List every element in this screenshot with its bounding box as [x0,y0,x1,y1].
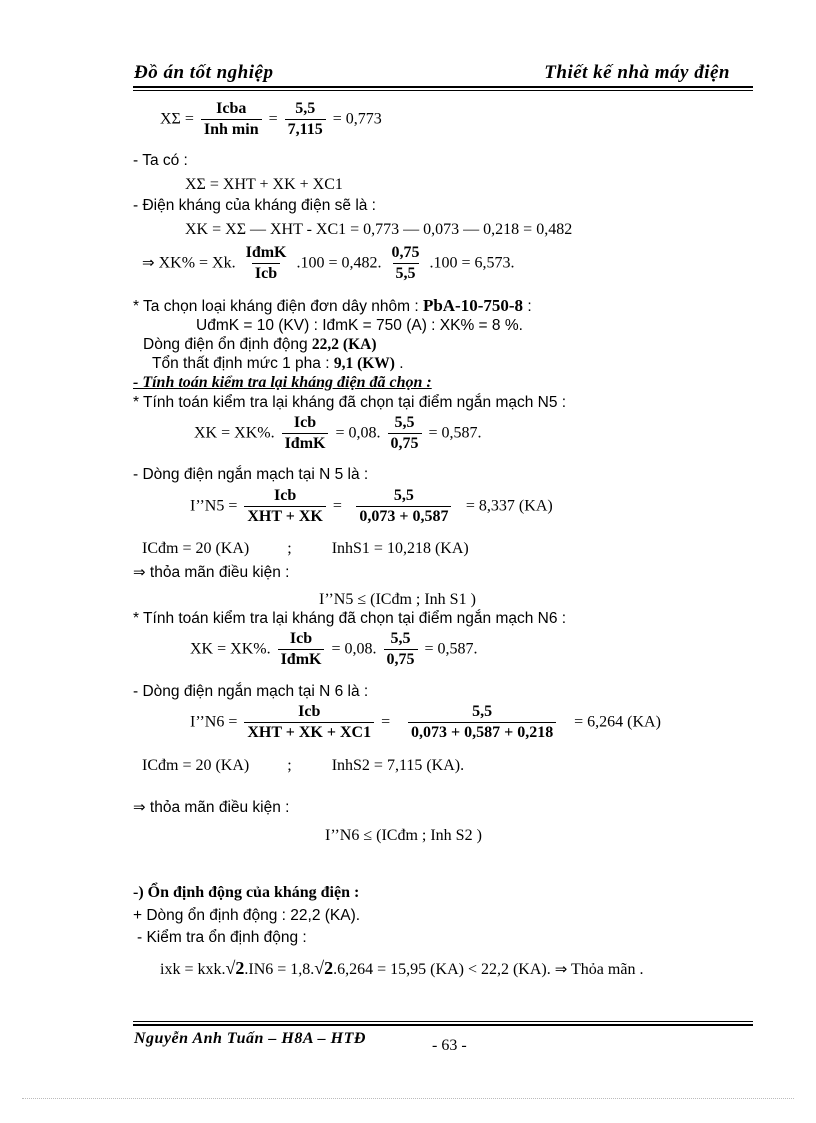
text-dong-n6: - Dòng điện ngắn mạch tại N 6 là : [133,683,369,700]
implies-arrow-icon: ⇒ [142,253,155,272]
text-dong-n5: - Dòng điện ngắn mạch tại N 5 là : [133,466,369,483]
footer-author: Nguyễn Anh Tuấn – H8A – HTĐ [134,1030,366,1047]
header-rule-thin [133,90,753,91]
eq-xsigma: XΣ = $\frac{\text{Icba}}{\text{Inh min}}$ = $\frac{5,5}{7,115}$ = 0,773 [160,100,382,139]
footer-rule-thick [133,1024,753,1026]
header-rule-thick [133,86,753,88]
text-thong-so: UđmK = 10 (KV) : IđmK = 750 (A) : XK% = 8 %. [196,317,523,334]
section-kiem-tra: - Tính toán kiểm tra lại kháng điện đã chọn : [133,374,432,391]
text-kiem-tra-n5: * Tính toán kiểm tra lại kháng đã chọn tại điểm ngắn mạch N5 : [133,394,567,411]
eq-ixk: ixk = kxk.√2.IN6 = 1,8.√2.6,264 = 15,95 (KA) < 22,2 (KA). ⇒ Thỏa mãn . [160,958,644,978]
eq-xsigma-sum: XΣ = XHT + XK + XC1 [185,176,343,193]
eq-cond-n6: I’’N6 ≤ (ICđm ; Inh S2 ) [325,827,482,844]
implies-arrow-icon: ⇒ [554,960,568,978]
header-left: Đồ án tốt nghiệp [134,62,274,83]
eq-icdm-n5: ICđm = 20 (KA) ; InhS1 = 10,218 (KA) [142,540,469,557]
implies-arrow-icon: ⇒ [133,798,146,816]
eq-cond-n5: I’’N5 ≤ (ICđm ; Inh S1 ) [319,591,476,608]
text-kiem-tra-on-dinh: - Kiểm tra ổn định động : [137,929,307,946]
eq-xk-percent: ⇒ XK% = Xk. $\frac{\text{IđmK}}{\text{Icb}}$ .100 = 0,482. $\frac{0,75}{5,5}$ .100 = 6,573. [142,244,515,283]
text-ton-that: Tổn thất định mức 1 pha : 9,1 (KW) . [152,355,404,372]
text-ta-co: - Ta có : [133,152,188,169]
text-dong-on-dinh-dong: + Dòng ổn định động : 22,2 (KA). [133,907,361,924]
footer-rule-thin [133,1021,753,1022]
text-thoa-man-2: ⇒ thỏa mãn điều kiện : [133,798,290,816]
page-number: - 63 - [432,1037,467,1054]
eq-xk: XK = XΣ — XHT - XC1 = 0,773 — 0,073 — 0,218 = 0,482 [185,221,573,238]
text-kiem-tra-n6: * Tính toán kiểm tra lại kháng đã chọn tại điểm ngắn mạch N6 : [133,610,567,627]
text-dong-on-dinh: Dòng điện ổn định động 22,2 (KA) [143,336,377,353]
implies-arrow-icon: ⇒ [133,563,146,581]
section-on-dinh-dong: -) Ổn định động của kháng điện : [133,884,360,901]
text-thoa-man-1: ⇒ thỏa mãn điều kiện : [133,563,290,581]
eq-xk-n5: XK = XK%. $\frac{\text{Icb}}{\text{IđmK}}$ = 0,08. $\frac{5,5}{0,75}$ = 0,587. [194,414,482,453]
text-chon-khang: * Ta chọn loại kháng điện đơn dây nhôm : PbA-10-750-8 : [133,296,532,315]
eq-in5: I’’N5 = $\frac{\text{Icb}}{\text{XHT + XK}}$ = $\frac{5,5}{0,073 + 0,587}$ = 8,337 (KA) [190,487,553,526]
eq-xk-n6: XK = XK%. $\frac{\text{Icb}}{\text{IđmK}}$ = 0,08. $\frac{5,5}{0,75}$ = 0,587. [190,630,478,669]
eq-in6: I’’N6 = $\frac{\text{Icb}}{\text{XHT + XK + XC1}}$ = $\frac{5,5}{0,073 + 0,587 + 0,218}$ = 6,264 (KA) [190,703,661,742]
header-right: Thiết kế nhà máy điện [544,62,730,83]
page-edge-divider [22,1098,794,1099]
text-dien-khang: - Điện kháng của kháng điện sẽ là : [133,197,376,214]
eq-icdm-n6: ICđm = 20 (KA) ; InhS2 = 7,115 (KA). [142,757,465,774]
